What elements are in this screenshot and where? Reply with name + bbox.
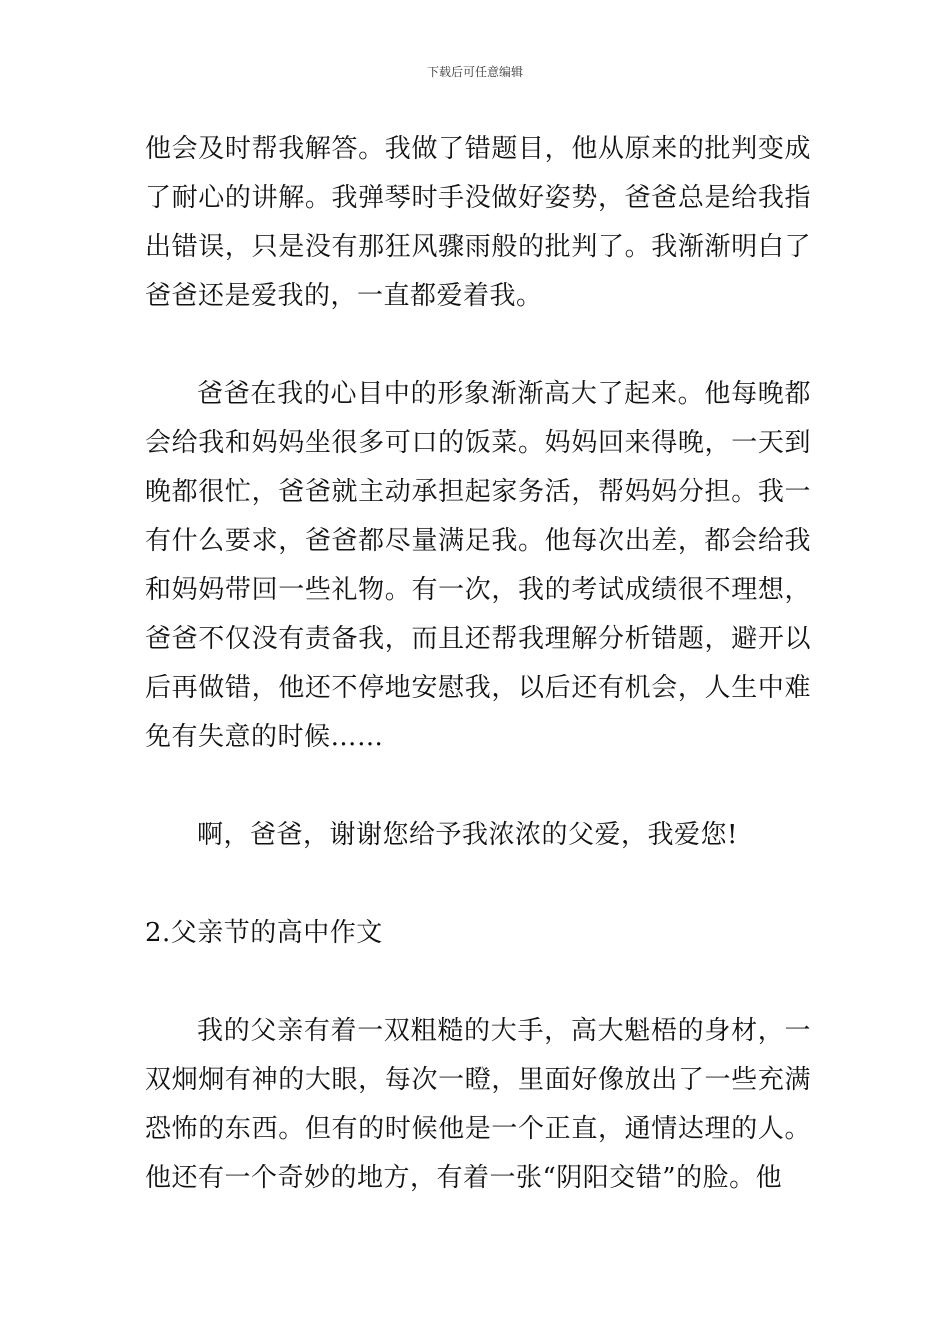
page-header: 下载后可任意编辑 (426, 65, 523, 79)
paragraph-father-description: 我的父亲有着一双粗糙的大手，高大魁梧的身材，一双炯炯有神的大眼，每次一瞪，里面好像放出了一些充满恐怖的东西。但有的时候他是一个正直，通情达理的人。他还有一个奇妙的地方，有着一张“阴阳交错”的脸。他 (145, 1016, 811, 1193)
paragraph-father-image: 爸爸在我的心目中的形象渐渐高大了起来。他每晚都会给我和妈妈坐很多可口的饭菜。妈妈回来得晚，一天到晚都很忙，爸爸就主动承担起家务活，帮妈妈分担。我一有什么要求，爸爸都尽量满足我。他每次出差，都会给我和妈妈带回一些礼物。有一次，我的考试成绩很不理想，爸爸不仅没有责备我，而且还帮我理解分析错题，避开以后再做错，他还不停地安慰我，以后还有机会，人生中难免有失意的时候…… (145, 379, 811, 752)
document-body (145, 125, 811, 1203)
section-heading: 2.父亲节的高中作文 (145, 918, 383, 948)
paragraph-thanks: 啊，爸爸，谢谢您给予我浓浓的父爱，我爱您! (197, 820, 738, 850)
paragraph-continuation: 他会及时帮我解答。我做了错题目，他从原来的批判变成了耐心的讲解。我弹琴时手没做好姿势，爸爸总是给我指出错误，只是没有那狂风骤雨般的批判了。我渐渐明白了爸爸还是爱我的，一直都爱着我。 (145, 134, 811, 311)
